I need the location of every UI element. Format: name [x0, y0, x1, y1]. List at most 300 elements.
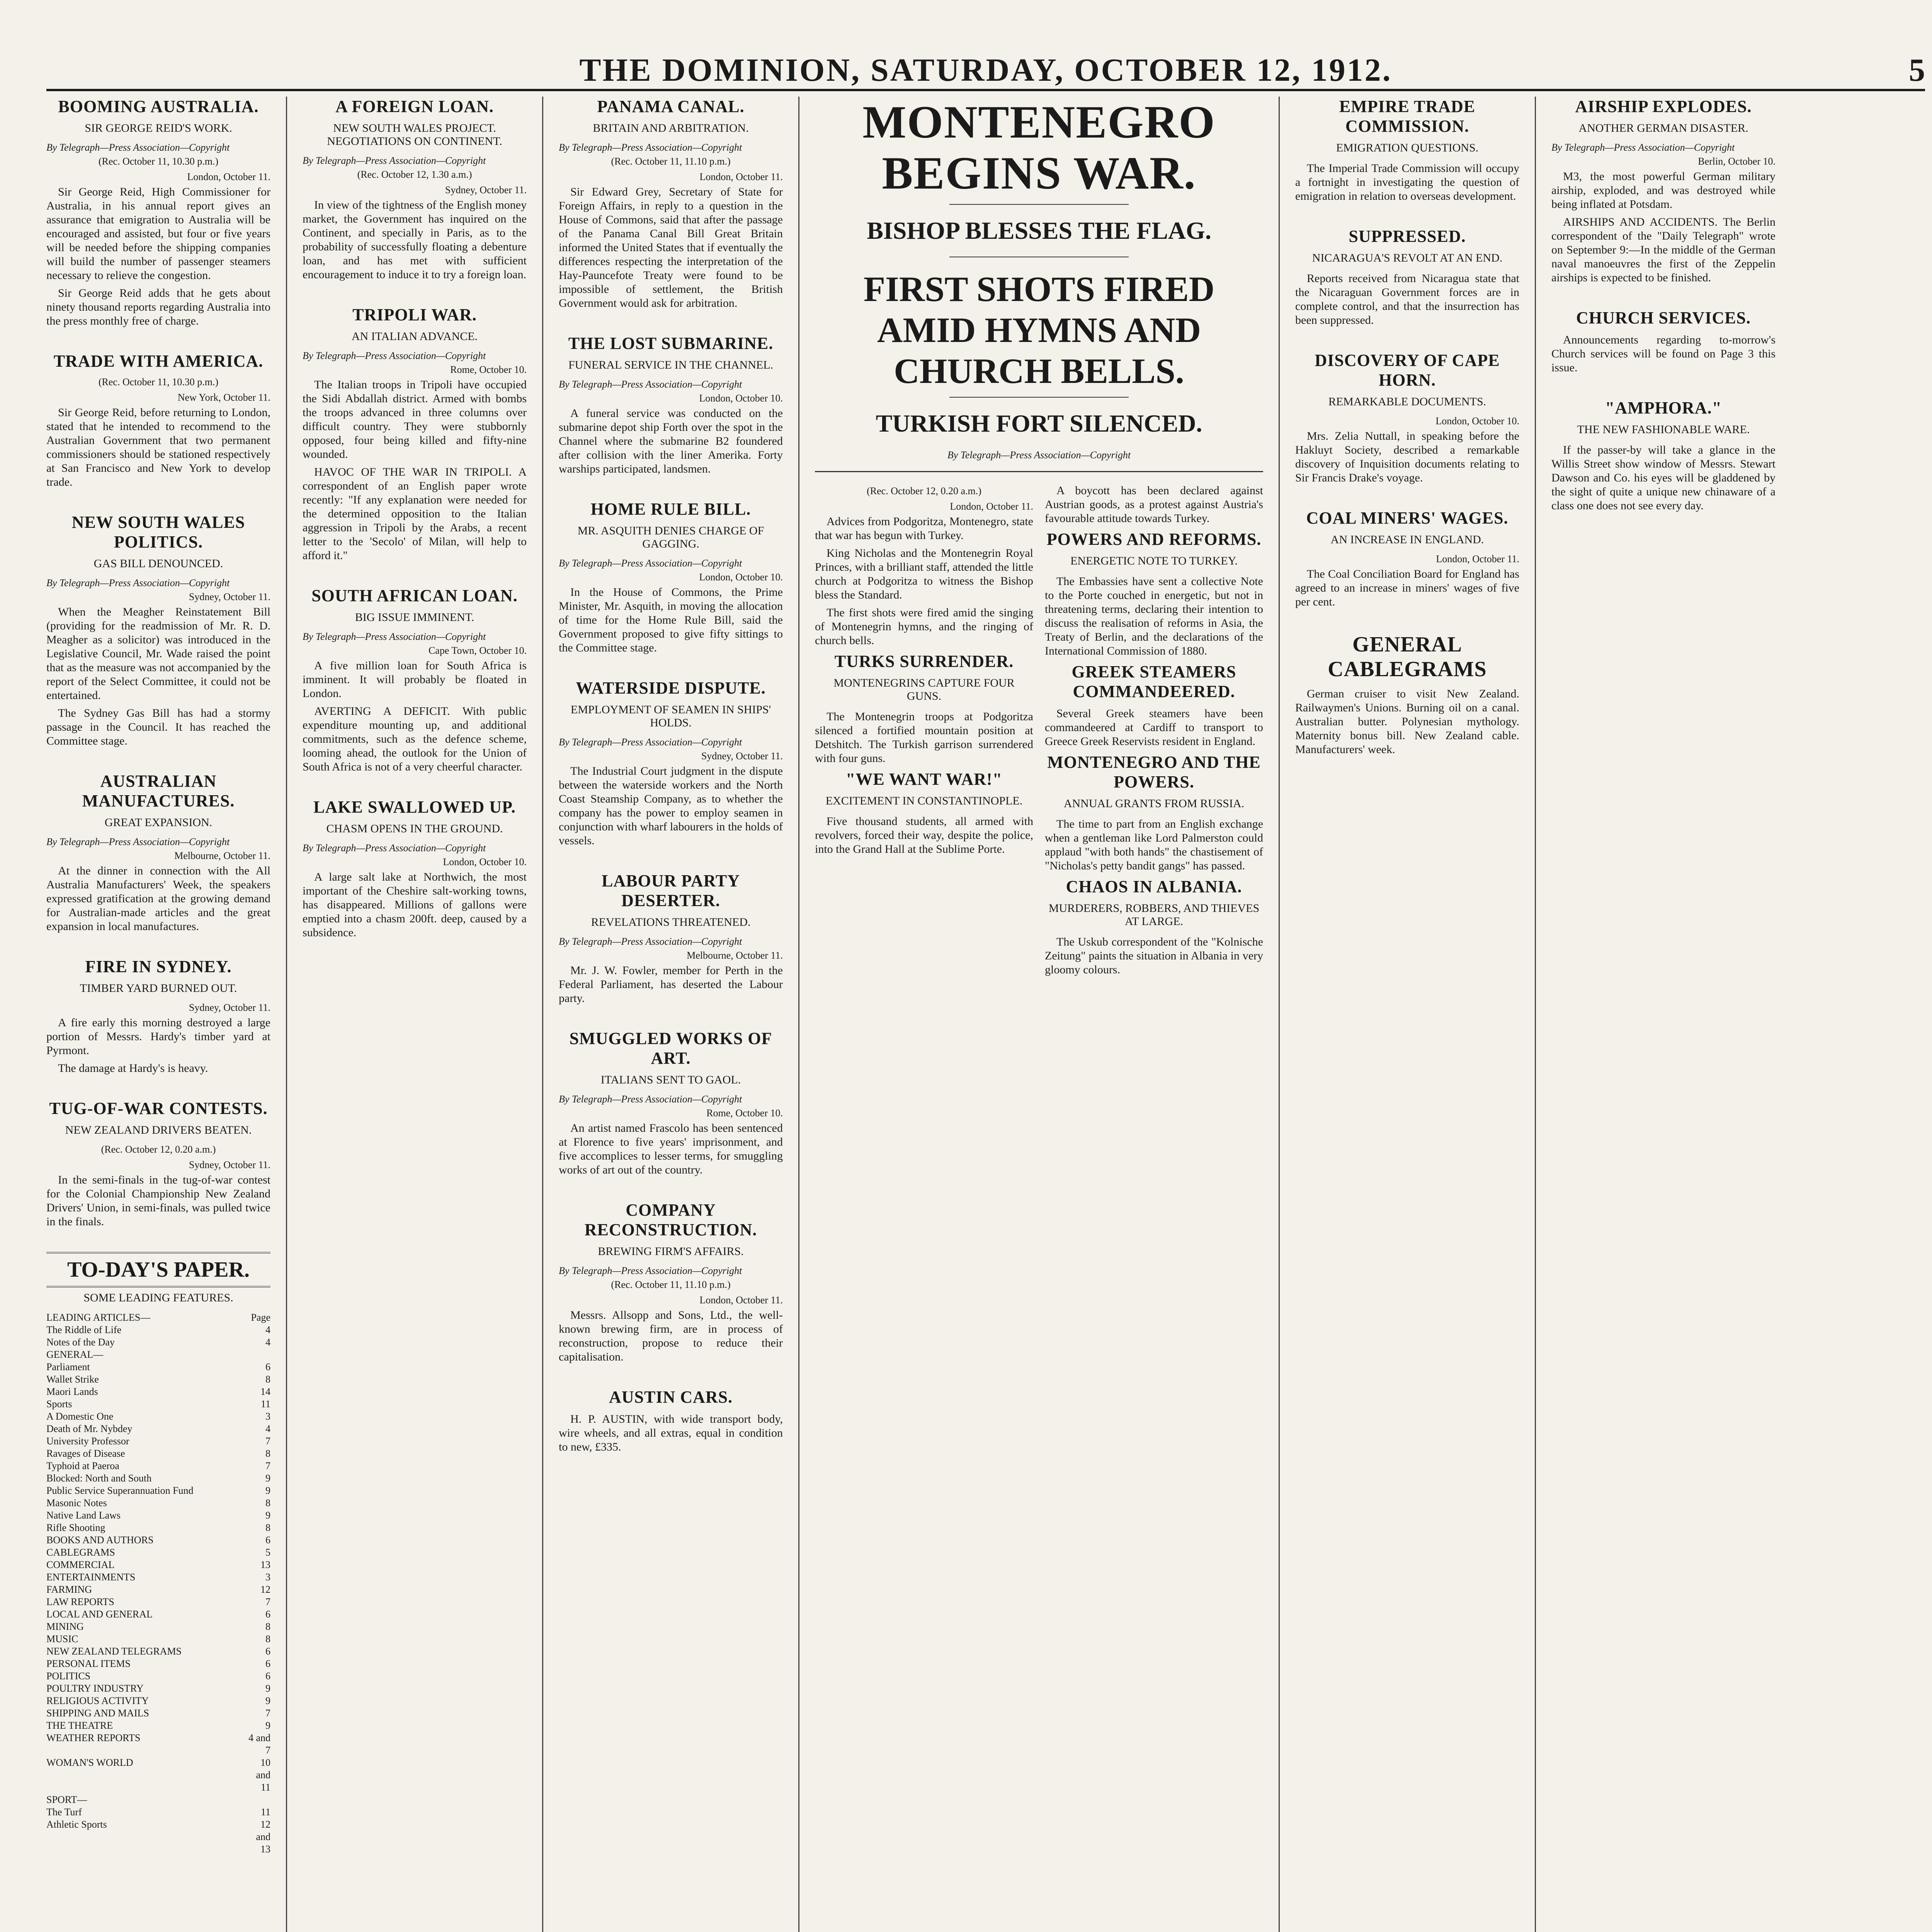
index-page: 9	[265, 1510, 270, 1521]
dateline: (Rec. October 11, 10.30 p.m.)	[98, 376, 219, 388]
column-main-story	[815, 97, 1280, 1932]
paragraph: Sir Edward Grey, Secretary of State for Foreign Affairs, in reply to a question in the House of Commons, said that after the passage of the Panama Canal Bill Great Britain informed the United States that if eventually the differences respecting the interpretation of the Hay-Pauncefote Treaty were found to be impossible of settlement, the British Government would ask for arbitration.	[559, 185, 783, 310]
index-page: 6	[265, 1361, 270, 1372]
masthead	[46, 46, 1925, 91]
main-headline: MONTENEGRO BEGINS WAR.	[862, 97, 1216, 199]
paragraph: In view of the tightness of the English money market, the Government has inquired on the Continent, and specially in Paris, as to the probability of successfully floating a debenture loan, and has met with sufficient encouragement to induce it to try a foreign loan.	[303, 199, 527, 281]
index-label: University Professor	[46, 1435, 129, 1447]
place-date: London, October 11.	[699, 171, 783, 182]
main-subhead-1: BISHOP BLESSES THE FLAG.	[867, 217, 1211, 244]
index-label: Native Land Laws	[46, 1510, 121, 1521]
index-page: 8	[265, 1621, 270, 1632]
headline: EMPIRE TRADE COMMISSION.	[1339, 97, 1476, 136]
index-page: 4	[265, 1324, 270, 1335]
column-5	[1295, 97, 1536, 1932]
place-date: Cape Town, October 10.	[428, 645, 527, 656]
index-label: THE THEATRE	[46, 1720, 113, 1731]
index-row	[46, 1546, 270, 1559]
index-page: 9	[265, 1720, 270, 1731]
index-page: 7	[265, 1435, 270, 1447]
paragraph: If the passer-by will take a glance in the Willis Street show window of Messrs. Stewart Dawson and Co. his eyes will be gladdened by the sight of quite a unique new chinaware of a class one does not see every day.	[1551, 444, 1776, 512]
subheadline: BREWING FIRM'S AFFAIRS.	[598, 1245, 744, 1258]
index-row	[46, 1361, 270, 1373]
article-coal-miners	[1295, 508, 1519, 609]
index-page: 4 and 7	[248, 1732, 270, 1756]
article-airship-explodes	[1551, 97, 1776, 285]
index-page	[247, 1794, 270, 1806]
subheadline: EXCITEMENT IN CONSTANTINOPLE.	[825, 794, 1023, 808]
place-date: London, October 10.	[1435, 415, 1519, 427]
place-date: Sydney, October 11.	[701, 750, 783, 762]
article-trade-america	[46, 351, 270, 489]
index-label: Ravages of Disease	[46, 1448, 125, 1459]
index-page: 10 and 11	[256, 1757, 270, 1793]
index-row	[46, 1818, 270, 1855]
paragraph: A boycott has been declared against Austrian goods, as a protest against Austria's favourable attitude towards Turkey.	[1045, 484, 1263, 525]
paragraph: Sir George Reid, High Commissioner for Australia, in his annual report gives an assurance that emigration to Australia will be encouraged and assisted, but four or five years will be needed before the shipping companies will build the number of passenger steamers necessary to relieve the congestion.	[46, 185, 270, 282]
article-church-services	[1551, 308, 1776, 375]
headline: AIRSHIP EXPLODES.	[1575, 97, 1752, 116]
column-3	[559, 97, 799, 1932]
index-page: Page	[251, 1312, 270, 1323]
main-subhead-3: TURKISH FORT SILENCED.	[876, 410, 1202, 437]
index-row	[46, 1682, 270, 1695]
subheadline: SIR GEORGE REID'S WORK.	[85, 122, 232, 134]
paragraph: Mr. J. W. Fowler, member for Perth in the Federal Parliament, has deserted the Labour party.	[559, 964, 783, 1005]
index-label: ENTERTAINMENTS	[46, 1571, 136, 1583]
index-row	[46, 1447, 270, 1460]
index-page: 7	[265, 1596, 270, 1607]
headline: AUSTIN CARS.	[609, 1388, 733, 1406]
headline: TRIPOLI WAR.	[352, 305, 477, 324]
byline: By Telegraph—Press Association—Copyright	[303, 631, 486, 642]
index-label: Parliament	[46, 1361, 90, 1372]
index-row	[46, 1559, 270, 1571]
byline: By Telegraph—Press Association—Copyright	[559, 142, 742, 153]
place-date: London, October 11.	[950, 501, 1033, 512]
index-row	[46, 1596, 270, 1608]
index-page: 11	[260, 1398, 270, 1410]
index-label: NEW ZEALAND TELEGRAMS	[46, 1646, 182, 1657]
place-date: Sydney, October 11.	[189, 1002, 270, 1013]
headline: BOOMING AUSTRALIA.	[58, 97, 259, 116]
headline: CHAOS IN ALBANIA.	[1066, 877, 1242, 896]
index-label: Blocked: North and South	[46, 1473, 152, 1484]
todays-paper-index	[46, 1252, 270, 1855]
paragraph: AIRSHIPS AND ACCIDENTS. The Berlin correspondent of the "Daily Telegraph" wrote on September 9:—In the middle of the German naval manoeuvres the first of the Zeppelin airships is expected to be finished.	[1551, 216, 1776, 284]
paragraph: The Coal Conciliation Board for England has agreed to an increase in miners' wages of five per cent.	[1295, 568, 1519, 608]
index-label: COMMERCIAL	[46, 1559, 115, 1570]
page-number: 5	[1909, 52, 1925, 88]
headline: TUG-OF-WAR CONTESTS.	[49, 1099, 268, 1118]
article-foreign-loan	[303, 97, 527, 282]
paragraph: Sir George Reid, before returning to London, stated that he intended to recommend to the Australian Government that two permanent commissioners should be stationed respectively at San Francisco and New York to develop trade.	[46, 406, 270, 488]
index-row	[46, 1608, 270, 1621]
headline: PANAMA CANAL.	[597, 97, 745, 116]
subheadline: NEW SOUTH WALES PROJECT. NEGOTIATIONS ON CONTINENT.	[327, 122, 502, 148]
main-story-header	[815, 97, 1263, 472]
headline: TURKS SURRENDER.	[834, 652, 1014, 671]
subheadline: ANOTHER GERMAN DISASTER.	[1578, 122, 1748, 134]
place-date: Berlin, October 10.	[1698, 156, 1776, 167]
index-page: 8	[265, 1497, 270, 1509]
headline: THE LOST SUBMARINE.	[568, 334, 774, 353]
place-date: Sydney, October 11.	[445, 184, 527, 196]
index-page: 12 and 13	[256, 1819, 270, 1855]
index-label: WOMAN'S WORLD	[46, 1757, 133, 1768]
dateline: (Rec. October 11, 11.10 p.m.)	[611, 156, 731, 167]
index-page: 8	[265, 1633, 270, 1645]
index-label: Rifle Shooting	[46, 1522, 105, 1533]
paragraph: A fire early this morning destroyed a large portion of Messrs. Hardy's timber yard at Pyrmont.	[46, 1016, 270, 1057]
headline: LABOUR PARTY DESERTER.	[602, 871, 740, 910]
paragraph: A five million loan for South Africa is imminent. It will probably be floated in London.	[303, 659, 527, 700]
index-label: POLITICS	[46, 1670, 91, 1682]
masthead-title: THE DOMINION, SATURDAY, OCTOBER 12, 1912.	[579, 52, 1392, 88]
place-date: Sydney, October 11.	[189, 1159, 270, 1170]
paragraph: The damage at Hardy's is heavy.	[58, 1062, 208, 1075]
index-page: 3	[265, 1411, 270, 1422]
index-row	[46, 1806, 270, 1818]
paragraph: The Embassies have sent a collective Note to the Porte couched in energetic, but not in threatening terms, declaring their intention to discuss the realisation of reforms in Asia, the Treaty of Berlin, and the declarations of the International Commission of 1880.	[1045, 575, 1263, 658]
paragraph: Several Greek steamers have been commandeered at Cardiff to transport to Greece Greek Reservists resident in England.	[1045, 707, 1263, 748]
index-subtitle: SOME LEADING FEATURES.	[83, 1291, 233, 1304]
headline: WATERSIDE DISPUTE.	[576, 679, 766, 697]
index-label: RELIGIOUS ACTIVITY	[46, 1695, 149, 1706]
paragraph: The Industrial Court judgment in the dispute between the waterside workers and the North Coast Steamship Company, as to whether the company has the power to employ seamen in conjunction with wharf labourers in the holds of vessels.	[559, 765, 783, 847]
paragraph: AVERTING A DEFICIT. With public expenditure mounting up, and additional commitments, such as the defence scheme, looming ahead, the outlook for the Union of South Africa is not of a very cheerful character.	[303, 705, 527, 773]
article-fire-sydney	[46, 957, 270, 1075]
byline: By Telegraph—Press Association—Copyright	[46, 142, 230, 153]
index-label: GENERAL—	[46, 1349, 104, 1360]
index-page: 6	[265, 1670, 270, 1682]
index-label: SPORT—	[46, 1794, 87, 1805]
index-row	[46, 1336, 270, 1349]
byline: By Telegraph—Press Association—Copyright	[1551, 142, 1735, 153]
byline: By Telegraph—Press Association—Copyright	[46, 836, 230, 847]
article-south-african-loan	[303, 586, 527, 774]
index-page: 9	[265, 1473, 270, 1484]
article-empire-trade	[1295, 97, 1519, 203]
index-row	[46, 1485, 270, 1497]
article-tug-of-war	[46, 1099, 270, 1229]
index-page: 4	[265, 1337, 270, 1348]
paragraph: The Montenegrin troops at Podgoritza silenced a fortified mountain position at Detshitch. The Turkish garrison surrendered with four guns.	[815, 710, 1033, 765]
index-row	[46, 1349, 270, 1361]
paragraph: At the dinner in connection with the All Australia Manufacturers' Week, the speakers expressed gratification at the growing demand for Australian-made articles and the great expansion in local manufactures.	[46, 864, 270, 933]
index-page: 6	[265, 1534, 270, 1546]
index-page: 6	[265, 1658, 270, 1669]
headline: TRADE WITH AMERICA.	[53, 352, 264, 371]
index-row	[46, 1757, 270, 1794]
index-row	[46, 1522, 270, 1534]
article-labour-deserter	[559, 871, 783, 1005]
subheadline: MR. ASQUITH DENIES CHARGE OF GAGGING.	[577, 524, 764, 550]
paragraph: Advices from Podgoritza, Montenegro, state that war has begun with Turkey.	[815, 515, 1033, 542]
place-date: London, October 10.	[443, 856, 527, 867]
dateline: (Rec. October 12, 0.20 a.m.)	[101, 1144, 216, 1155]
index-row	[46, 1435, 270, 1447]
index-row	[46, 1719, 270, 1732]
subheadline: MURDERERS, ROBBERS, AND THIEVES AT LARGE.	[1048, 902, 1260, 928]
paragraph: An artist named Frascolo has been sentenced at Florence to five years' imprisonment, and five accomplices to lesser terms, for smuggling works of art out of the country.	[559, 1122, 783, 1176]
index-label: A Domestic One	[46, 1411, 114, 1422]
place-date: New York, October 11.	[177, 392, 270, 403]
column-2	[303, 97, 543, 1932]
index-label: MINING	[46, 1621, 84, 1632]
paragraph: Mrs. Zelia Nuttall, in speaking before the Hakluyt Society, described a remarkable discovery of Inquisition documents relating to Sir Francis Drake's voyage.	[1295, 430, 1519, 484]
index-row	[46, 1645, 270, 1658]
paragraph: King Nicholas and the Montenegrin Royal Princes, with a brilliant staff, attended the little church at Podgoritza to witness the Bishop bless the Standard.	[815, 547, 1033, 602]
index-row	[46, 1658, 270, 1670]
index-title: TO-DAY'S PAPER.	[46, 1252, 270, 1287]
dateline: (Rec. October 12, 1.30 a.m.)	[357, 169, 472, 180]
paragraph: M3, the most powerful German military airship, exploded, and was destroyed while being inflated at Potsdam.	[1551, 170, 1776, 211]
article-general-cablegrams	[1295, 632, 1519, 757]
columns	[46, 97, 1925, 1932]
index-row	[46, 1311, 270, 1324]
paragraph: In the House of Commons, the Prime Minister, Mr. Asquith, in moving the allocation of time for the Home Rule Bill, said the Government proposed to give fifty sittings to the Committee stage.	[559, 586, 783, 654]
article-waterside-dispute	[559, 678, 783, 848]
index-row	[46, 1621, 270, 1633]
index-page: 7	[265, 1708, 270, 1719]
dateline: (Rec. October 11, 10.30 p.m.)	[98, 156, 219, 167]
headline: HOME RULE BILL.	[590, 500, 751, 519]
byline: By Telegraph—Press Association—Copyright	[46, 577, 230, 588]
index-row	[46, 1707, 270, 1719]
headline: GREEK STEAMERS COMMANDEERED.	[1071, 662, 1236, 701]
index-row	[46, 1324, 270, 1336]
headline: SOUTH AFRICAN LOAN.	[311, 586, 518, 605]
subheadline: REMARKABLE DOCUMENTS.	[1328, 395, 1486, 408]
index-row	[46, 1386, 270, 1398]
paragraph: Reports received from Nicaragua state that the Nicaraguan Government forces are in complete control, and that the insurrection has been suppressed.	[1295, 272, 1519, 327]
subheadline: AN INCREASE IN ENGLAND.	[1330, 533, 1484, 546]
byline: By Telegraph—Press Association—Copyright	[559, 936, 742, 947]
paragraph: The Italian troops in Tripoli have occupied the Sidi Abdallah district. Armed with bombs the troops advanced in three columns over difficult country. They were stubbornly opposed, four being killed and fifty-nine wounded.	[303, 378, 527, 461]
article-lake-swallowed	[303, 797, 527, 940]
index-page: 4	[265, 1423, 270, 1434]
index-label: Typhoid at Paeroa	[46, 1460, 119, 1471]
byline: By Telegraph—Press Association—Copyright	[947, 449, 1131, 461]
index-page: 14	[260, 1386, 270, 1397]
headline: AUSTRALIAN MANUFACTURES.	[82, 772, 235, 810]
index-page: 7	[265, 1460, 270, 1471]
headline: DISCOVERY OF CAPE HORN.	[1315, 351, 1500, 389]
index-page: 8	[265, 1522, 270, 1533]
article-cape-horn	[1295, 350, 1519, 485]
index-row	[46, 1633, 270, 1645]
paragraph: Announcements regarding to-morrow's Church services will be found on Page 3 this issue.	[1551, 333, 1776, 374]
article-company-reconstruction	[559, 1200, 783, 1364]
column-6	[1551, 97, 1776, 1932]
index-page: 9	[265, 1683, 270, 1694]
index-page: 9	[265, 1485, 270, 1496]
headline: COMPANY RECONSTRUCTION.	[584, 1201, 757, 1239]
dateline: (Rec. October 11, 11.10 p.m.)	[611, 1279, 731, 1290]
subheadline: EMPLOYMENT OF SEAMEN IN SHIPS' HOLDS.	[570, 703, 771, 729]
paragraph: In the semi-finals in the tug-of-war contest for the Colonial Championship New Zealand Drivers' Union, in semi-finals, was pulled twice in the finals.	[46, 1173, 270, 1228]
index-row	[46, 1373, 270, 1386]
index-label: Athletic Sports	[46, 1819, 107, 1830]
index-row	[46, 1460, 270, 1472]
subheadline: NEW ZEALAND DRIVERS BEATEN.	[65, 1124, 252, 1136]
index-label: Masonic Notes	[46, 1497, 107, 1509]
index-page	[247, 1349, 270, 1361]
subheadline: ENERGETIC NOTE TO TURKEY.	[1070, 554, 1238, 568]
headline: POWERS AND REFORMS.	[1046, 530, 1262, 549]
byline: By Telegraph—Press Association—Copyright	[559, 379, 742, 390]
index-row	[46, 1398, 270, 1410]
index-label: Sports	[46, 1398, 72, 1410]
place-date: London, October 11.	[187, 171, 270, 182]
paragraph: Messrs. Allsopp and Sons, Ltd., the well-known brewing firm, are in process of reconstruction, propose to reduce their capitalisation.	[559, 1309, 783, 1363]
paragraph: The time to part from an English exchange when a gentleman like Lord Palmerston could applaud "with both hands" the chastisement of "Nicholas's petty bandit gangs" has passed.	[1045, 818, 1263, 872]
subheadline: THE NEW FASHIONABLE WARE.	[1577, 423, 1750, 436]
index-label: LEADING ARTICLES—	[46, 1312, 151, 1323]
headline: A FOREIGN LOAN.	[335, 97, 494, 116]
headline: SMUGGLED WORKS OF ART.	[569, 1029, 772, 1068]
headline: GENERAL CABLEGRAMS	[1328, 633, 1487, 681]
headline: CHURCH SERVICES.	[1576, 308, 1751, 327]
index-page: 8	[265, 1374, 270, 1385]
place-date: London, October 11.	[1436, 553, 1519, 565]
index-label: LAW REPORTS	[46, 1596, 114, 1607]
subheadline: FUNERAL SERVICE IN THE CHANNEL.	[568, 359, 774, 371]
paragraph: A large salt lake at Northwich, the most important of the Cheshire salt-working towns, has disappeared. Millions of gallons were emptied into a chasm 200ft. deep, caused by a subsidence.	[303, 871, 527, 939]
index-label: FARMING	[46, 1584, 92, 1595]
article-panama-canal	[559, 97, 783, 310]
article-home-rule	[559, 499, 783, 655]
subheadline: BIG ISSUE IMMINENT.	[355, 611, 474, 624]
byline: By Telegraph—Press Association—Copyright	[559, 558, 742, 569]
subheadline: GAS BILL DENOUNCED.	[94, 557, 223, 570]
article-tripoli-war	[303, 305, 527, 563]
index-page: 6	[265, 1609, 270, 1620]
index-label: PERSONAL ITEMS	[46, 1658, 131, 1669]
index-row	[46, 1732, 270, 1757]
place-date: Sydney, October 11.	[189, 591, 270, 602]
article-lost-submarine	[559, 333, 783, 476]
article-smuggled-art	[559, 1029, 783, 1177]
byline: By Telegraph—Press Association—Copyright	[559, 1094, 742, 1105]
headline: COAL MINERS' WAGES.	[1306, 509, 1509, 527]
subheadline: EMIGRATION QUESTIONS.	[1336, 141, 1479, 154]
index-page: 12	[260, 1584, 270, 1595]
index-page: 3	[265, 1571, 270, 1583]
index-label: LOCAL AND GENERAL	[46, 1609, 153, 1620]
subheadline: CHASM OPENS IN THE GROUND.	[326, 822, 503, 835]
index-label: WEATHER REPORTS	[46, 1732, 141, 1743]
index-label: The Turf	[46, 1806, 82, 1818]
index-label: Notes of the Day	[46, 1337, 115, 1348]
headline: LAKE SWALLOWED UP.	[313, 798, 516, 816]
index-row	[46, 1497, 270, 1509]
index-page: 9	[265, 1695, 270, 1706]
index-label: MUSIC	[46, 1633, 78, 1645]
paragraph: German cruiser to visit New Zealand. Railwaymen's Unions. Burning oil on a canal. Australian butter. Polynesian mythology. Maternity bonus bill. New Zealand cable. Manufacturers' week.	[1295, 687, 1519, 756]
index-row	[46, 1410, 270, 1423]
index-label: Maori Lands	[46, 1386, 98, 1397]
byline: By Telegraph—Press Association—Copyright	[303, 842, 486, 854]
index-label: The Riddle of Life	[46, 1324, 122, 1335]
index-row	[46, 1423, 270, 1435]
index-row	[46, 1583, 270, 1596]
index-label: BOOKS AND AUTHORS	[46, 1534, 154, 1546]
place-date: London, October 10.	[699, 393, 783, 404]
index-page: 13	[260, 1559, 270, 1570]
headline: "AMPHORA."	[1605, 398, 1722, 417]
subheadline: TIMBER YARD BURNED OUT.	[80, 982, 237, 995]
headline: "WE WANT WAR!"	[845, 770, 1003, 789]
paragraph: H. P. AUSTIN, with wide transport body, wire wheels, and all extras, equal in condition to new, £335.	[559, 1413, 783, 1453]
subheadline: ANNUAL GRANTS FROM RUSSIA.	[1063, 797, 1245, 810]
article-suppressed	[1295, 226, 1519, 327]
index-row	[46, 1670, 270, 1682]
byline: By Telegraph—Press Association—Copyright	[303, 350, 486, 361]
index-page: 11	[260, 1806, 270, 1818]
paragraph: A funeral service was conducted on the submarine depot ship Forth over the spot in the Channel where the submarine B2 foundered after collision with the liner Amerika. Forty warships participated, landsmen.	[559, 407, 783, 475]
index-label: CABLEGRAMS	[46, 1547, 115, 1558]
subheadline: ITALIANS SENT TO GAOL.	[600, 1073, 741, 1086]
subheadline: NICARAGUA'S REVOLT AT AN END.	[1312, 252, 1503, 264]
column-1	[46, 97, 287, 1932]
index-row	[46, 1509, 270, 1522]
byline: By Telegraph—Press Association—Copyright	[559, 736, 742, 748]
main-subhead-2: FIRST SHOTS FIRED AMID HYMNS AND CHURCH BELLS.	[863, 269, 1215, 391]
index-row	[46, 1571, 270, 1583]
article-nsw-politics	[46, 512, 270, 748]
byline: By Telegraph—Press Association—Copyright	[303, 155, 486, 166]
headline: MONTENEGRO AND THE POWERS.	[1047, 753, 1261, 792]
index-row	[46, 1695, 270, 1707]
dateline: (Rec. October 12, 0.20 a.m.)	[867, 485, 981, 497]
place-date: London, October 11.	[699, 1294, 783, 1306]
headline: FIRE IN SYDNEY.	[85, 957, 232, 976]
subheadline: REVELATIONS THREATENED.	[591, 916, 751, 929]
advert-austin-cars	[559, 1387, 783, 1454]
paragraph: The Uskub correspondent of the "Kolnische Zeitung" paints the situation in Albania in very gloomy colours.	[1045, 935, 1263, 976]
paragraph: Sir George Reid adds that he gets about ninety thousand reports regarding Australia into the press monthly free of charge.	[46, 287, 270, 327]
place-date: Melbourne, October 11.	[174, 850, 270, 861]
article-amphora	[1551, 398, 1776, 513]
index-label: Public Service Superannuation Fund	[46, 1485, 194, 1496]
place-date: Rome, October 10.	[706, 1107, 783, 1119]
index-label: Death of Mr. Nybdey	[46, 1423, 133, 1434]
headline: NEW SOUTH WALES POLITICS.	[71, 513, 245, 551]
index-label: SHIPPING AND MAILS	[46, 1708, 149, 1719]
paragraph: The Sydney Gas Bill has had a stormy passage in the Council. It has reached the Committee stage.	[46, 707, 270, 747]
paragraph: The first shots were fired amid the singing of Montenegrin hymns, and the ringing of church bells.	[815, 606, 1033, 647]
place-date: Melbourne, October 11.	[687, 950, 783, 961]
index-row	[46, 1794, 270, 1806]
index-row	[46, 1534, 270, 1546]
place-date: Rome, October 10.	[450, 364, 527, 375]
index-page: 5	[265, 1547, 270, 1558]
subheadline: GREAT EXPANSION.	[104, 816, 213, 829]
article-booming-australia	[46, 97, 270, 328]
index-row	[46, 1472, 270, 1485]
index-label: Wallet Strike	[46, 1374, 99, 1385]
place-date: London, October 10.	[699, 571, 783, 583]
index-label: POULTRY INDUSTRY	[46, 1683, 144, 1694]
subheadline: AN ITALIAN ADVANCE.	[351, 330, 478, 343]
article-australian-manufactures	[46, 771, 270, 934]
main-story-col-b	[1045, 484, 1263, 981]
subheadline: MONTENEGRINS CAPTURE FOUR GUNS.	[833, 677, 1015, 703]
paragraph: Five thousand students, all armed with revolvers, forced their way, despite the police, into the Grand Hall at the Sublime Porte.	[815, 815, 1033, 856]
paragraph: The Imperial Trade Commission will occupy a fortnight in investigating the question of emigration in relation to overseas development.	[1295, 162, 1519, 202]
